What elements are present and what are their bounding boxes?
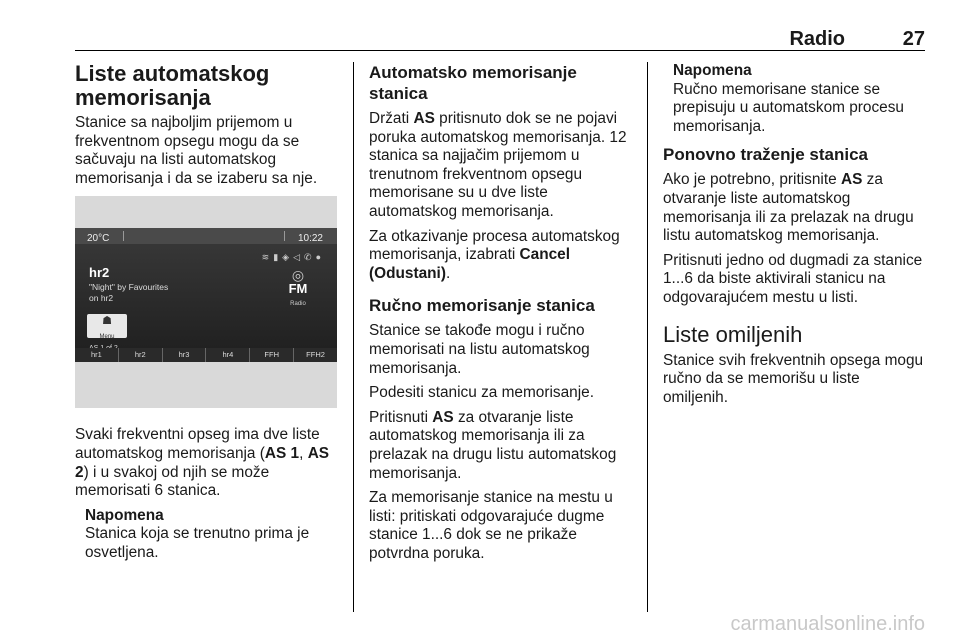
preset-button[interactable]: hr4 xyxy=(205,348,249,362)
text-run: . xyxy=(445,264,451,282)
paragraph xyxy=(369,409,635,483)
column-3 xyxy=(663,62,925,413)
note-text: Stanica koja se trenutno prima je osvetljena. xyxy=(85,525,310,561)
clock-readout: 10:22 xyxy=(297,233,323,245)
as-label: AS xyxy=(432,408,454,426)
text-run: za otvaranje liste automatskog memorisanja ili za prelazak na drugu listu automatskog memorisanja. xyxy=(663,171,914,245)
separator xyxy=(123,231,124,241)
signal-icon: ▮ xyxy=(273,252,283,263)
text-run: ) i u svakoj od njih se može memorisati 6 stanica. xyxy=(75,463,270,500)
paragraph xyxy=(369,228,635,284)
heading-auto-lists: Liste automatskog memorisanja xyxy=(75,61,270,110)
menu-button[interactable] xyxy=(87,314,127,341)
as-label: AS xyxy=(413,110,435,127)
temperature-readout: 20°C xyxy=(87,233,110,245)
column-divider xyxy=(353,62,354,612)
preset-bar xyxy=(75,348,337,362)
text-run: Pritisnuti xyxy=(369,408,433,426)
as-label: AS xyxy=(840,171,863,189)
preset-button[interactable]: hr2 xyxy=(118,348,162,362)
infotainment-screen xyxy=(75,228,337,362)
preset-button[interactable]: hr3 xyxy=(162,348,206,362)
preset-button[interactable]: FFH2 xyxy=(293,348,337,362)
paragraph: Stanice sa najboljim prijemom u frekventnom opsegu mogu da se sačuvaju na listi automatskog memorisanja i da se izaberu sa nje. xyxy=(75,114,318,187)
band-indicator xyxy=(281,268,315,306)
paragraph xyxy=(75,426,337,500)
menu-label: Menu xyxy=(99,334,115,341)
section-title: Radio xyxy=(789,28,845,50)
column-1 xyxy=(75,62,337,571)
radio-text: "Night" by Favourites on hr2 xyxy=(89,282,169,304)
traffic-icon: ◈ xyxy=(282,252,294,263)
note xyxy=(85,507,337,563)
phone-icon: ✆ xyxy=(304,252,316,263)
cancel-label: Cancel (Odustani) xyxy=(369,246,571,282)
column-divider xyxy=(647,62,648,612)
note xyxy=(673,62,925,136)
paragraph: Pritisnuti jedno od dugmadi za stanice 1...6 da biste aktivirali stanicu na odgovarajućem mestu u listi. xyxy=(663,251,923,306)
paragraph: Podesiti stanicu za memorisanje. xyxy=(369,384,594,402)
menu-icon: ☗ xyxy=(102,315,112,328)
header-rule xyxy=(75,50,925,51)
note-text: Ručno memorisane stanice se prepisuju u automatskom procesu memorisanja. xyxy=(673,80,904,135)
text-run: , xyxy=(299,444,308,462)
mute-icon: ◁ xyxy=(293,252,305,263)
text-run: Za otkazivanje procesa automatskog memorisanja, izabrati xyxy=(369,227,620,264)
column-2 xyxy=(369,62,635,569)
as1-label: AS 1 xyxy=(264,444,300,462)
note-title: Napomena xyxy=(85,506,164,524)
page-number: 27 xyxy=(902,28,925,50)
text-run: Svaki frekventni opseg ima dve liste automatskog memorisanja ( xyxy=(75,426,320,462)
watermark: carmanualsonline.info xyxy=(730,613,925,635)
paragraph: Za memorisanje stanice na mestu u listi: pritiskati odgovarajuće dugme stanice 1...6 dok se ne prikaže potvrdna poruka. xyxy=(369,489,613,562)
page-header xyxy=(75,28,925,50)
heading-auto-store: Automatsko memorisanje stanica xyxy=(369,63,577,103)
status-icons xyxy=(262,248,325,267)
antenna-icon: ◎ xyxy=(291,267,305,284)
heading-manual-store: Ručno memorisanje stanica xyxy=(369,296,595,316)
as2-label: AS 2 xyxy=(75,444,330,481)
heading-favourites: Liste omiljenih xyxy=(663,321,803,347)
radio-screen-figure xyxy=(75,196,337,408)
station-name: hr2 xyxy=(89,265,110,281)
note-title: Napomena xyxy=(673,62,752,79)
text-run: za otvaranje liste automatskog memorisanja ili za prelazak na drugu listu automatskog memorisanja. xyxy=(369,408,617,482)
text-run: Držati xyxy=(369,110,414,127)
band-label: FM xyxy=(288,281,308,297)
bluetooth-icon: ● xyxy=(315,252,325,263)
paragraph xyxy=(663,171,925,245)
heading-research: Ponovno traženje stanica xyxy=(663,145,868,165)
separator xyxy=(284,231,285,241)
preset-button[interactable]: FFH xyxy=(249,348,293,362)
preset-button[interactable]: hr1 xyxy=(90,350,102,360)
paragraph: Stanice se takođe mogu i ručno memorisati na listu automatskog memorisanja. xyxy=(369,322,590,377)
text-run: Ako je potrebno, pritisnite xyxy=(663,171,841,189)
paragraph xyxy=(369,110,635,222)
wifi-icon: ≋ xyxy=(261,252,274,263)
screen-status-bar xyxy=(75,228,337,244)
band-sublabel: Radio xyxy=(290,301,306,308)
paragraph: Stanice svih frekventnih opsega mogu ručno da se memorišu u liste omiljenih. xyxy=(663,351,924,406)
text-run: pritisnuto dok se ne pojavi poruka automatskog memorisanja. 12 stanica sa najjačim prijemom u trenutnom frekventnom opsegu memorisane su u dve liste automatskog memorisanja. xyxy=(369,110,627,220)
